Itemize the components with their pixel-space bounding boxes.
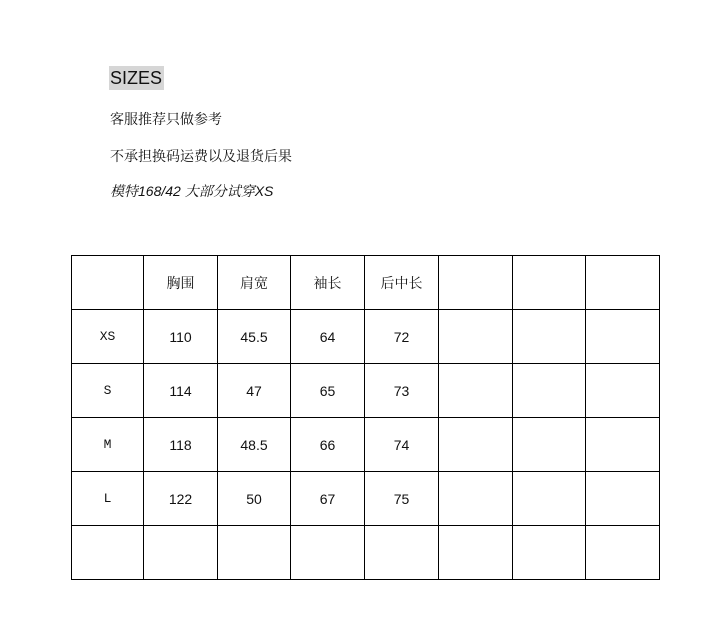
- column-header: 后中长: [365, 256, 439, 310]
- size-table: [71, 255, 660, 580]
- page-title: SIZES: [110, 68, 163, 88]
- size-label: S: [72, 364, 144, 418]
- shipping-note: 不承担换码运费以及退货后果: [110, 148, 292, 164]
- table-cell: [144, 526, 218, 580]
- table-cell: [513, 526, 586, 580]
- table-cell: 65: [291, 364, 365, 418]
- table-cell: 114: [144, 364, 218, 418]
- column-header: 袖长: [291, 256, 365, 310]
- table-row: [72, 418, 660, 472]
- table-cell: [586, 472, 660, 526]
- table-cell: [439, 472, 513, 526]
- table-row: [72, 310, 660, 364]
- table-cell: [586, 310, 660, 364]
- table-cell: [586, 418, 660, 472]
- model-note: 模特168/42 大部分试穿XS: [110, 183, 274, 199]
- header-row: [72, 256, 660, 310]
- table-cell: 72: [365, 310, 439, 364]
- table-cell: 74: [365, 418, 439, 472]
- table-cell: 110: [144, 310, 218, 364]
- table-cell: 45.5: [218, 310, 291, 364]
- table-cell: 64: [291, 310, 365, 364]
- column-header: 胸围: [144, 256, 218, 310]
- table-cell: [439, 418, 513, 472]
- table-cell: [291, 526, 365, 580]
- table-cell: [586, 364, 660, 418]
- column-header: [513, 256, 586, 310]
- table-cell: 118: [144, 418, 218, 472]
- table-cell: 47: [218, 364, 291, 418]
- table-cell: [513, 364, 586, 418]
- table-cell: 66: [291, 418, 365, 472]
- table-cell: 75: [365, 472, 439, 526]
- table-cell: 48.5: [218, 418, 291, 472]
- column-header: 肩宽: [218, 256, 291, 310]
- table-cell: [439, 310, 513, 364]
- table-cell: 67: [291, 472, 365, 526]
- table-row: [72, 526, 660, 580]
- column-header: [586, 256, 660, 310]
- size-label: [72, 526, 144, 580]
- column-header: [439, 256, 513, 310]
- table-cell: [513, 472, 586, 526]
- table-cell: [365, 526, 439, 580]
- table-cell: [586, 526, 660, 580]
- table-cell: 73: [365, 364, 439, 418]
- size-table-body: [72, 256, 660, 580]
- table-cell: [439, 364, 513, 418]
- table-cell: [513, 418, 586, 472]
- size-label: XS: [72, 310, 144, 364]
- size-label: L: [72, 472, 144, 526]
- column-header: [72, 256, 144, 310]
- table-row: [72, 364, 660, 418]
- table-cell: [513, 310, 586, 364]
- table-cell: 50: [218, 472, 291, 526]
- table-cell: 122: [144, 472, 218, 526]
- table-cell: [439, 526, 513, 580]
- service-note: 客服推荐只做参考: [110, 111, 222, 127]
- table-cell: [218, 526, 291, 580]
- size-label: M: [72, 418, 144, 472]
- table-row: [72, 472, 660, 526]
